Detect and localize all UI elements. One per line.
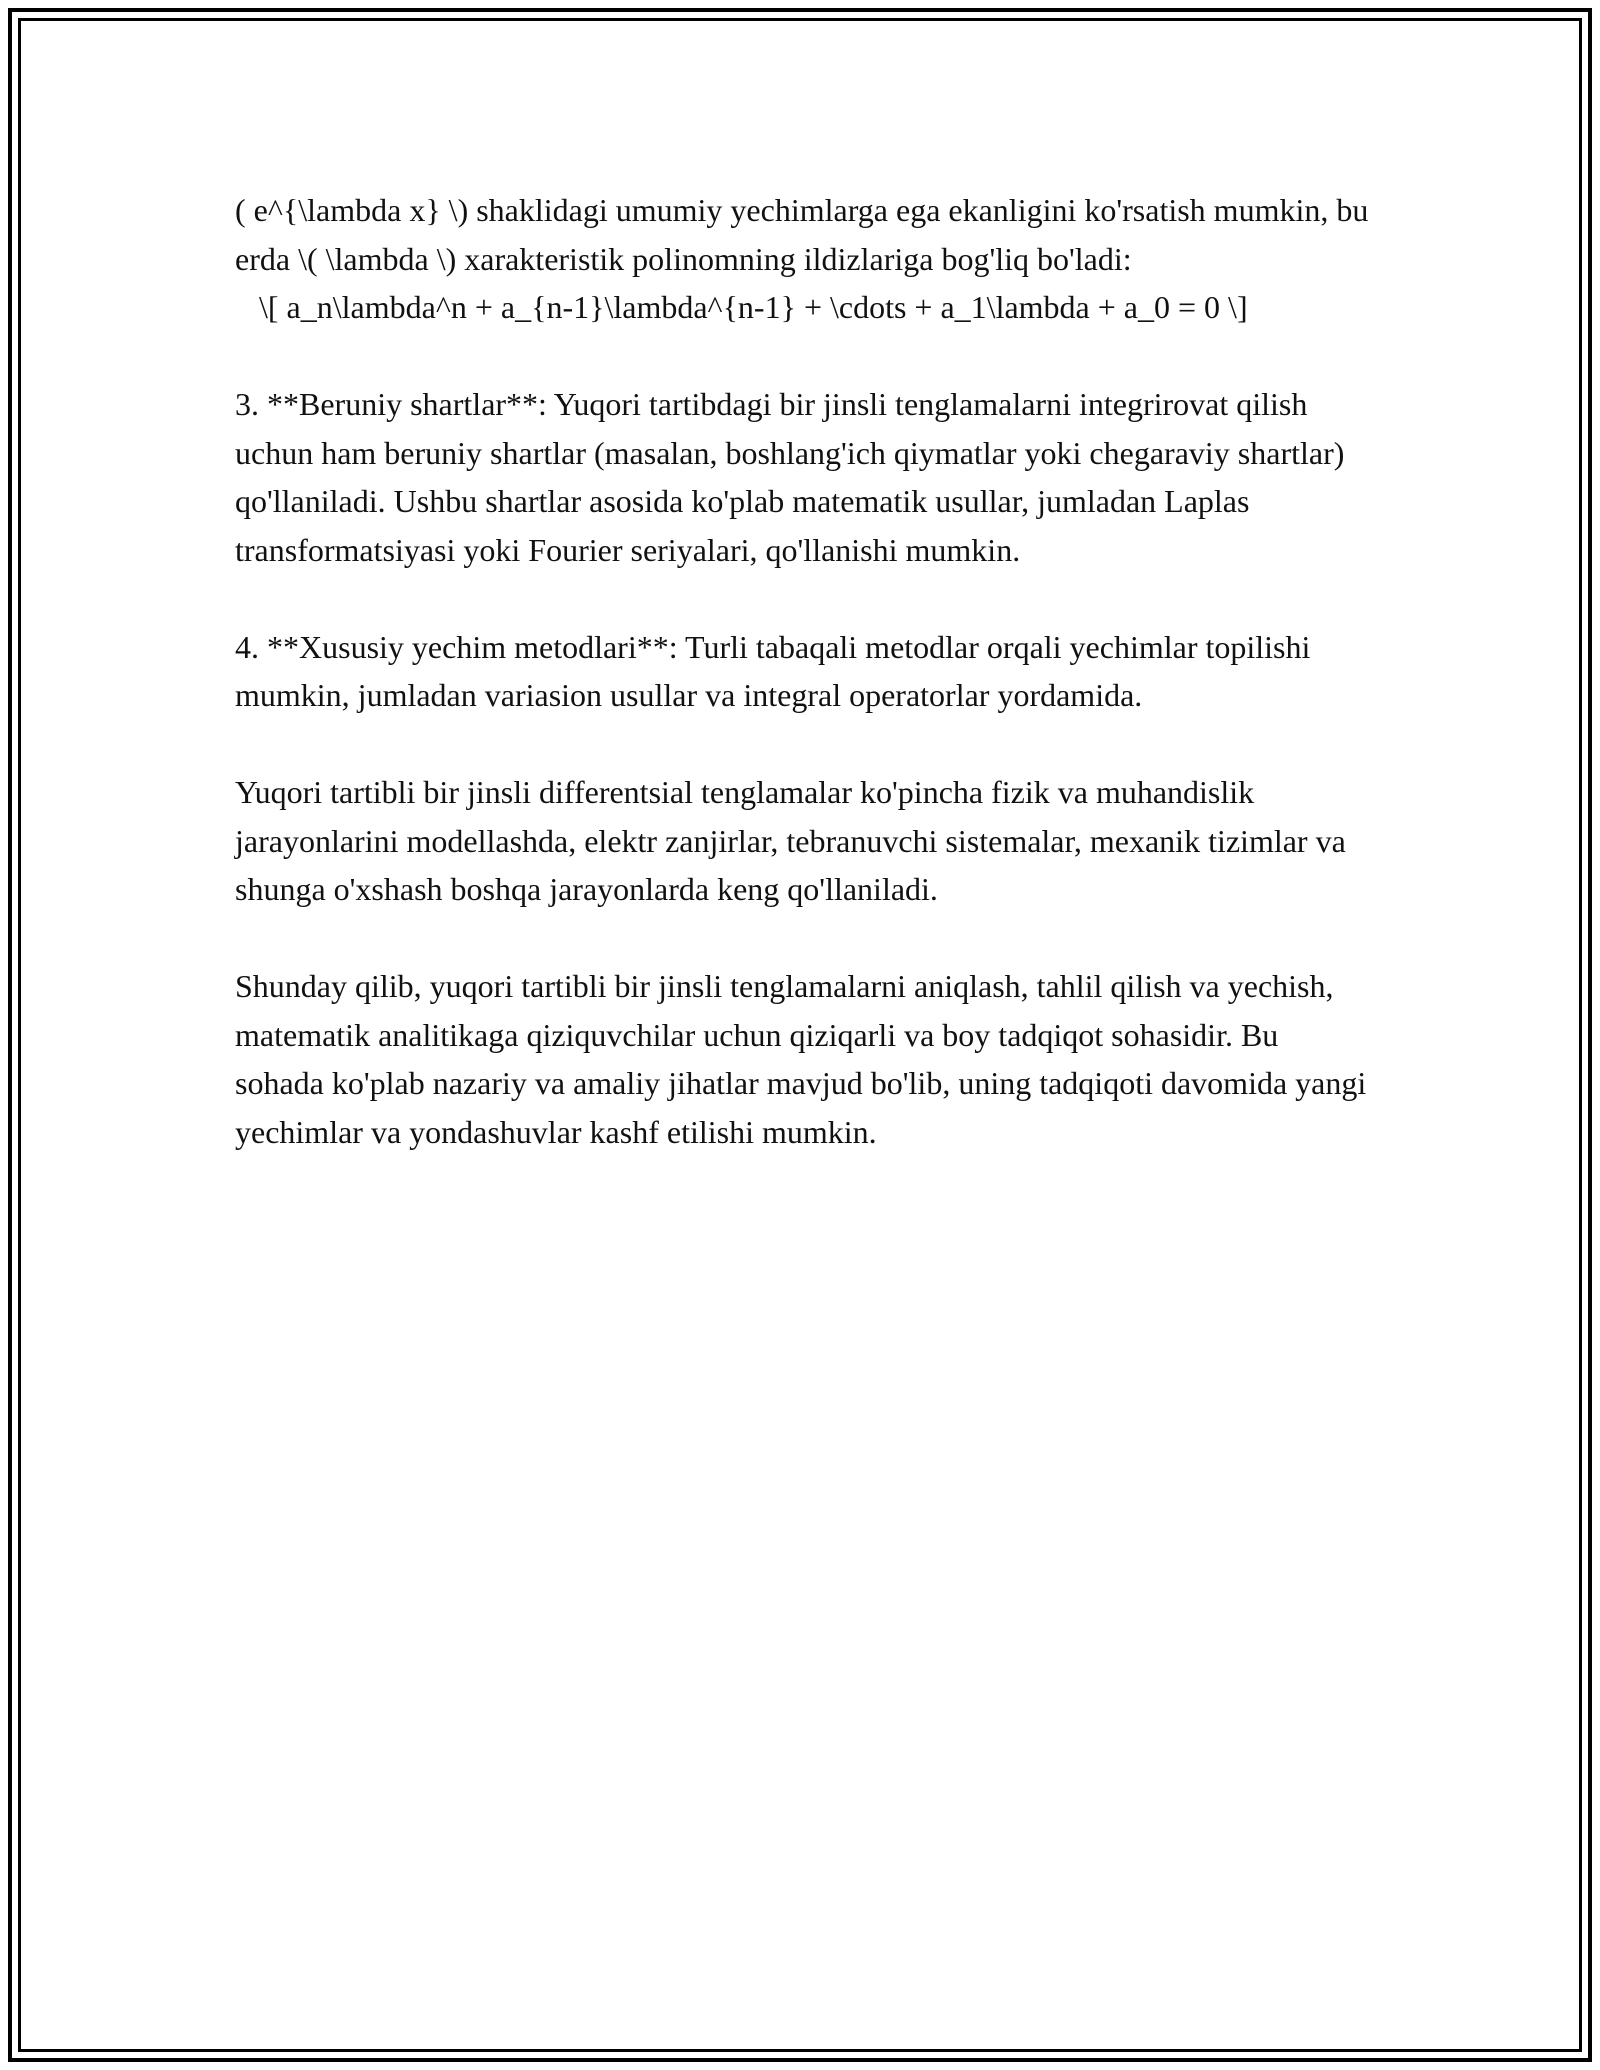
document-body bbox=[235, 186, 1375, 1156]
paragraph-applications: Yuqori tartibli bir jinsli differentsial tenglamalar ko'pincha fizik va muhandislik jarayonlarini modellashda, elektr zanjirlar, tebranuvchi sistemalar, mexanik tizimlar va shunga o'xshash boshqa jarayonlarda keng qo'llaniladi. bbox=[235, 774, 1354, 907]
paragraph-particular-solution-methods: 4. **Xususiy yechim metodlari**: Turli tabaqali metodlar orqali yechimlar topilishi mumkin, jumladan variasion usullar va integral operatorlar yordamida. bbox=[235, 628, 1319, 713]
paragraph-boundary-conditions: 3. **Beruniy shartlar**: Yuqori tartibdagi bir jinsli tenglamalarni integrirovat qilish uchun ham beruniy shartlar (masalan, boshlang'ich qiymatlar yoki chegaraviy shartlar) qo'llaniladi. Ushbu shartlar asosida ko'plab matematik usullar, jumladan Laplas transformatsiyasi yoki Fourier seriyalari, qo'llanishi mumkin. bbox=[235, 386, 1353, 568]
paragraph-conclusion: Shunday qilib, yuqori tartibli bir jinsli tenglamalarni aniqlash, tahlil qilish va yechish, matematik analitikaga qiziquvchilar uchun qiziqarli va boy tadqiqot sohasidir. Bu sohada ko'plab nazariy va amaliy jihatlar mavjud bo'lib, uning tadqiqoti davomida yangi yechimlar va yondashuvlar kashf etilishi mumkin. bbox=[235, 968, 1375, 1150]
paragraph-characteristic-equation: ( e^{\lambda x} \) shaklidagi umumiy yechimlarga ega ekanligini ko'rsatish mumkin, bu erda \( \lambda \) xarakteristik polinomning ildizlariga bog'liq bo'ladi: \[ a_n\lambda^n + a_{n-1}\lambda^{n-1} + \cdots + a_1\lambda + a_0 = 0 \] bbox=[235, 192, 1369, 325]
